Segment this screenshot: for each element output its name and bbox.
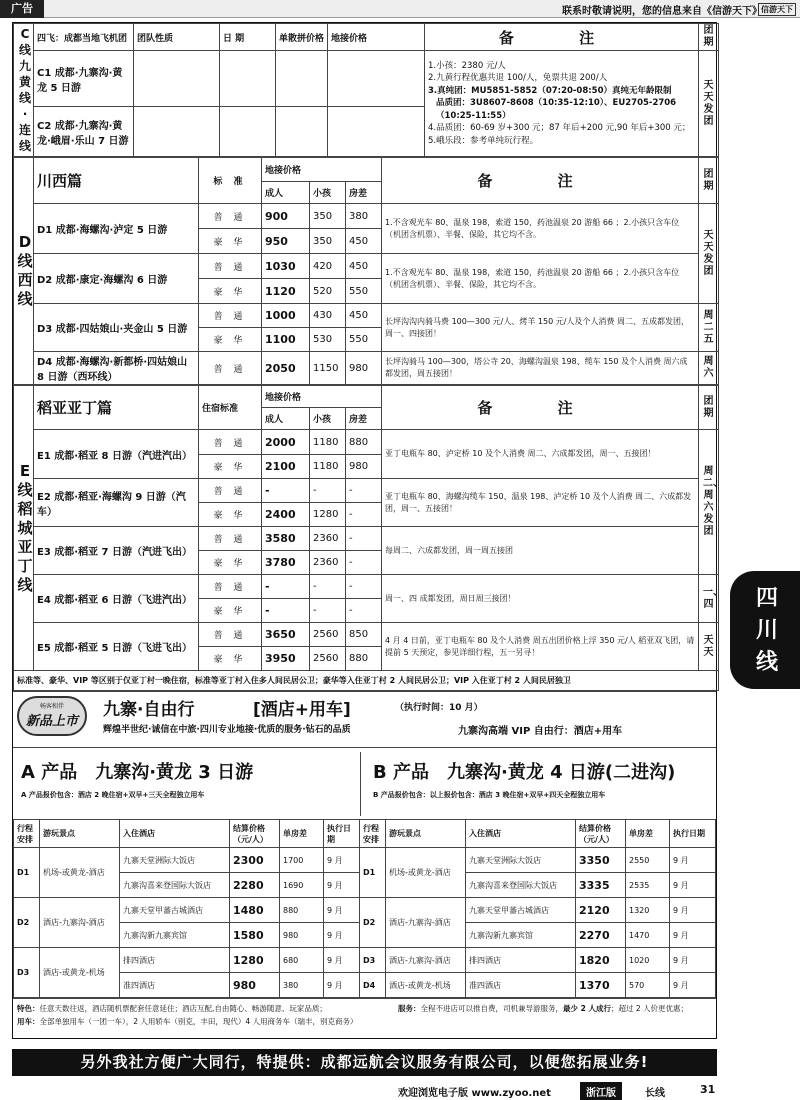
route-note: 4 月 4 日前，亚丁电瓶车 80 及个人消费 周五出团价格上浮 350 元/人 稻亚双飞团，请提前 5 天预定，参见详细行程，五一另寻！ xyxy=(382,623,699,671)
price-header: 地接价格 xyxy=(262,158,382,182)
edition-badge: 浙江版 xyxy=(580,1082,622,1100)
table-row: 准四酒店 980 380 9 月 D4 酒店-或黄龙-机场 准四酒店 1370 570 9 月 xyxy=(14,973,716,998)
col-header: 地接价格 xyxy=(328,24,425,51)
period: 天天发团 xyxy=(699,51,719,157)
period: 天天发团 xyxy=(699,204,719,304)
promo-slogan: 辉煌半世纪·诚信在中旅·四川专业地接·优质的服务·钻石的品质 xyxy=(103,725,351,735)
route-name: D2 成都·康定·海螺沟 6 日游 xyxy=(34,254,199,304)
top-bar xyxy=(0,0,800,18)
col-header: 四飞：成都当地飞机团 xyxy=(34,24,134,51)
region-tab[interactable] xyxy=(730,571,800,689)
promo-title: 九寨·自由行 xyxy=(103,700,195,720)
route-name: D1 成都·海螺沟·泸定 5 日游 xyxy=(34,204,199,254)
period: 周二五 xyxy=(699,304,719,352)
route-note: 亚丁电瓶车 80、海螺沟缆车 150、温泉 198、泸定桥 10 及个人消费 周二、六成都发团，周一、五接团！ xyxy=(382,479,699,527)
route-note: 1.不含观光车 80、温泉 198，索道 150，药池温泉 20 游船 66 ；2.小孩只含车位（机团含机票）、半餐、保险，其它均不含。 xyxy=(382,204,699,254)
product-b: B 产品 九寨沟·黄龙 4 日游(二进沟) B 产品报价包含：以上报价包含：酒店 3 晚住宿+双早+四天全程独立用车 xyxy=(373,762,676,799)
remark-header: 备 注 xyxy=(382,386,699,430)
route-note: 1.不含观光车 80、温泉 198，索道 150，药池温泉 20 游船 66 ；2.小孩只含车位（机团含机票）、半餐、保险，其它均不含。 xyxy=(382,254,699,304)
ad-label: 广告 xyxy=(0,0,44,18)
route-name: D3 成都·四姑娘山·夹金山 5 日游 xyxy=(34,304,199,352)
section-title: 稻亚亚丁篇 xyxy=(34,386,199,430)
product-heads xyxy=(13,747,716,819)
product-a: A 产品 九寨沟·黄龙 3 日游 A 产品报价包含：酒店 2 晚住宿+双早+三天全程独立用车 xyxy=(21,762,254,799)
price-sheet xyxy=(12,22,724,1039)
remark-header: 备 注 xyxy=(425,24,699,51)
line-e-table: E线稻城亚丁线 稻亚亚丁篇 住宿标准 地接价格 备 注 团期 成人 小孩 房差 E1 成都·稻亚 8 日游（汽进汽出） 普 通 2000 1180 880 亚丁电瓶车 80、泸定桥 10 及个人消费 周二、六成都发团，周一、五接团！ 周二、周六发团 豪 华 2100 1180 980 E2 成都·稻亚·海螺沟 9 日游（汽车） 普 通 - - - 亚丁电瓶车 80、海螺沟缆车 150、温泉 198、泸定桥 10 及个人消费 周二、六成都发团，周一、五接团！ 豪 华 2400 1280 - E3 成都·稻亚 7 日游（汽进飞出） 普 通 3580 2360 - 每周二、六成都发团，周一周五接团 豪 华 3780 2360 - E4 成都·稻亚 6 日游（飞进汽出） 普 通 - - - 周一、四 成都发团，周日周三接团！ 一、四 豪 华 - - - E5 成都·稻亚 5 日游（飞进飞出） 普 通 3650 2560 850 4 月 4 日前，亚丁电瓶车 80 及个人消费 周五出团价格上浮 350 元/人 稻亚双飞团，请提前 5 天预定，参见详细行程，五一另寻！ 天天 豪 华 3950 2560 880 标准等、豪华、VIP 等区别于仅亚丁村一晚住宿，标准等亚丁村入住多人间民居公卫；豪华等入住亚丁村 2 人间民居公卫；VIP 入住亚丁村 2 人间民居独卫 xyxy=(13,385,719,691)
line-d-label: D线西线 xyxy=(14,158,34,385)
website-link[interactable]: 欢迎浏览电子版 www.zyoo.net xyxy=(398,1088,551,1099)
route-name: E3 成都·稻亚 7 日游（汽进飞出） xyxy=(34,527,199,575)
period-header: 团期 xyxy=(699,158,719,204)
route-note: 周一、四 成都发团，周日周三接团！ xyxy=(382,575,699,623)
table-row: 九寨沟喜来登国际大饭店 2280 1690 9 月 九寨沟喜来登国际大饭店 3335 2535 9 月 xyxy=(14,873,716,898)
service-banner: 另外我社方便广大同行，特提供：成都远航会议服务有限公司，以便您拓展业务! xyxy=(12,1049,717,1076)
period: 周二、周六发团 xyxy=(699,430,719,575)
period: 天天 xyxy=(699,623,719,671)
page-number: 31 xyxy=(700,1083,716,1096)
line-d-table: D线西线 川西篇 标 准 地接价格 备 注 团期 成人 小孩 房差 D1 成都·海螺沟·泸定 5 日游 普 通 900 350 380 1.不含观光车 80、温泉 198，索道 150，药池温泉 20 游船 66 ；2.小孩只含车位（机团含机票）、半餐、保险，其它均不含。 天天发团 豪 华 950 350 450 D2 成都·康定·海螺沟 6 日游 普 通 1030 420 450 1.不含观光车 80、温泉 198，索道 150，药池温泉 20 游船 66 ；2.小孩只含车位（机团含机票）、半餐、保险，其它均不含。 豪 华 1120 520 550 D3 成都·四姑娘山·夹金山 5 日游 普 通 1000 430 450 长坪沟沟内骑马费 100—300 元/人、烤羊 150 元/人及个人消费 周二、五成都发团，周一、四接团！ 周二五 豪 华 1100 530 550 D4 成都·海螺沟·新都桥·四姑娘山 8 日游（西环线） 普 通 2050 1150 980 长坪沟骑马 100—300，塔公寺 20、海螺沟温泉 198、缆车 150 及个人消费 周六成都发团，周五接团！ 周六 xyxy=(13,157,719,385)
line-c-table xyxy=(13,23,719,157)
std-header: 住宿标准 xyxy=(199,386,262,430)
sub-header: 小孩 xyxy=(310,182,346,204)
promo-vip: 九寨沟高端 VIP 自由行：酒店+用车 xyxy=(458,726,623,737)
publication-logo: 信游天下 xyxy=(758,3,796,16)
route-name: E5 成都·稻亚 5 日游（飞进飞出） xyxy=(34,623,199,671)
contact-note: 联系时敬请说明，您的信息来自《信游天下》 xyxy=(562,6,762,17)
product-table: 行程安排 游玩景点 入住酒店 结算价格（元/人） 单房差 执行日期 行程安排 游玩景点 入住酒店 结算价格（元/人） 单房差 执行日期 D1 机场-或黄龙-酒店 九寨天堂洲际大饭店 2300 1700 9 月 D1 机场-或黄龙-酒店 九寨天堂洲际大饭店 3350 2550 9 月 九寨沟喜来登国际大饭店 2280 1690 9 月 九寨沟喜来登国际大饭店 3335 2535 9 月 D2 酒店-九寨沟-酒店 九寨天堂甲蕃古城酒店 1480 880 9 月 D2 酒店-九寨沟-酒店 九寨天堂甲蕃古城酒店 2120 1320 9 月 九寨沟新九寨宾馆 1580 980 9 月 九寨沟新九寨宾馆 2270 1470 9 月 D3 酒店-或黄龙-机场 排四酒店 1280 680 9 月 D3 酒店-九寨沟-酒店 排四酒店 1820 1020 9 月 准四酒店 980 380 9 月 D4 酒店-或黄龙-机场 准四酒店 1370 570 9 月 xyxy=(13,819,716,998)
promo-block xyxy=(13,691,716,747)
table-row: D2 酒店-九寨沟-酒店 九寨天堂甲蕃古城酒店 1480 880 9 月 D2 酒店-九寨沟-酒店 九寨天堂甲蕃古城酒店 2120 1320 9 月 xyxy=(14,898,716,923)
new-product-badge: 畅客相伴 新品上市 xyxy=(17,696,87,736)
route-name: C1 成都·九寨沟·黄龙 5 日游 xyxy=(34,51,134,107)
route-name: C2 成都·九寨沟·黄龙·峨眉·乐山 7 日游 xyxy=(34,107,134,157)
divider xyxy=(360,752,361,816)
page-footer xyxy=(0,1082,800,1100)
route-name: E4 成都·稻亚 6 日游（飞进汽出） xyxy=(34,575,199,623)
period: 周六 xyxy=(699,352,719,385)
category-label: 长线 xyxy=(645,1088,665,1099)
route-note: 亚丁电瓶车 80、泸定桥 10 及个人消费 周二、六成都发团，周一、五接团！ xyxy=(382,430,699,479)
promo-time: （执行时间：10 月） xyxy=(395,703,483,713)
col-header: 日 期 xyxy=(220,24,276,51)
line-e-footnote: 标准等、豪华、VIP 等区别于仅亚丁村一晚住宿，标准等亚丁村入住多人间民居公卫；豪华等入住亚丁村 2 人间民居公卫；VIP 入住亚丁村 2 人间民居独卫 xyxy=(14,671,719,691)
route-name: E1 成都·稻亚 8 日游（汽进汽出） xyxy=(34,430,199,479)
col-header: 单散拼价格 xyxy=(276,24,328,51)
line-e-label: E线稻城亚丁线 xyxy=(14,386,34,671)
table-row: 九寨沟新九寨宾馆 1580 980 9 月 九寨沟新九寨宾馆 2270 1470 9 月 xyxy=(14,923,716,948)
table-row: D1 机场-或黄龙-酒店 九寨天堂洲际大饭店 2300 1700 9 月 D1 机场-或黄龙-酒店 九寨天堂洲际大饭店 3350 2550 9 月 xyxy=(14,848,716,873)
sub-header: 房差 xyxy=(346,182,382,204)
period-header: 团期 xyxy=(699,386,719,430)
route-name: E2 成都·稻亚·海螺沟 9 日游（汽车） xyxy=(34,479,199,527)
route-note: 长坪沟骑马 100—300，塔公寺 20、海螺沟温泉 198、缆车 150 及个人消费 周六成都发团，周五接团！ xyxy=(382,352,699,385)
route-note: 长坪沟沟内骑马费 100—300 元/人、烤羊 150 元/人及个人消费 周二、五成都发团，周一、四接团！ xyxy=(382,304,699,352)
table-row: D3 酒店-或黄龙-机场 排四酒店 1280 680 9 月 D3 酒店-九寨沟-酒店 排四酒店 1820 1020 9 月 xyxy=(14,948,716,973)
col-header: 团队性质 xyxy=(134,24,220,51)
line-c-label: C线九黄线·连线 xyxy=(14,24,34,157)
promo-package: [酒店+用车] xyxy=(253,700,351,720)
period-header: 团期 xyxy=(699,24,719,51)
route-note: 每周二、六成都发团，周一周五接团 xyxy=(382,527,699,575)
region-tab-label: 四川线 xyxy=(755,586,778,675)
std-header: 标 准 xyxy=(199,158,262,204)
section-title: 川西篇 xyxy=(34,158,199,204)
sub-header: 成人 xyxy=(262,182,310,204)
line-c-remarks: 1.小孩：2380 元/人 2.九黄行程优惠共退 100/人，免票共退 200/人 3.真纯团：MU5851-5852（07:20-08:50）真纯无年龄限制 品质团：3U8607-8608（10:35-12:10）、EU2705-2706（10:25-11:55） 4.品质团：60-69 岁+300 元；87 年后+200 元,90 年后+300 元； 5.峨乐段：参考单纯玩行程。 xyxy=(425,51,699,157)
bottom-notes: 特色：任意天数往返，酒店随机票配套任意延住；酒店互配,自由随心、畅游随意、玩家品质； 用车：全部单独用车（一团一车），2 人用轿车（别克，丰田，现代）4 人用商务车（瑞丰，别克商务） 服务：全程不进店可以推自费，司机兼导游服务，最少 2 人成行；超过 2 人价更优惠； xyxy=(13,998,716,1038)
remark-header: 备 注 xyxy=(382,158,699,204)
period: 一、四 xyxy=(699,575,719,623)
price-header: 地接价格 xyxy=(262,386,382,408)
route-name: D4 成都·海螺沟·新都桥·四姑娘山 8 日游（西环线） xyxy=(34,352,199,385)
